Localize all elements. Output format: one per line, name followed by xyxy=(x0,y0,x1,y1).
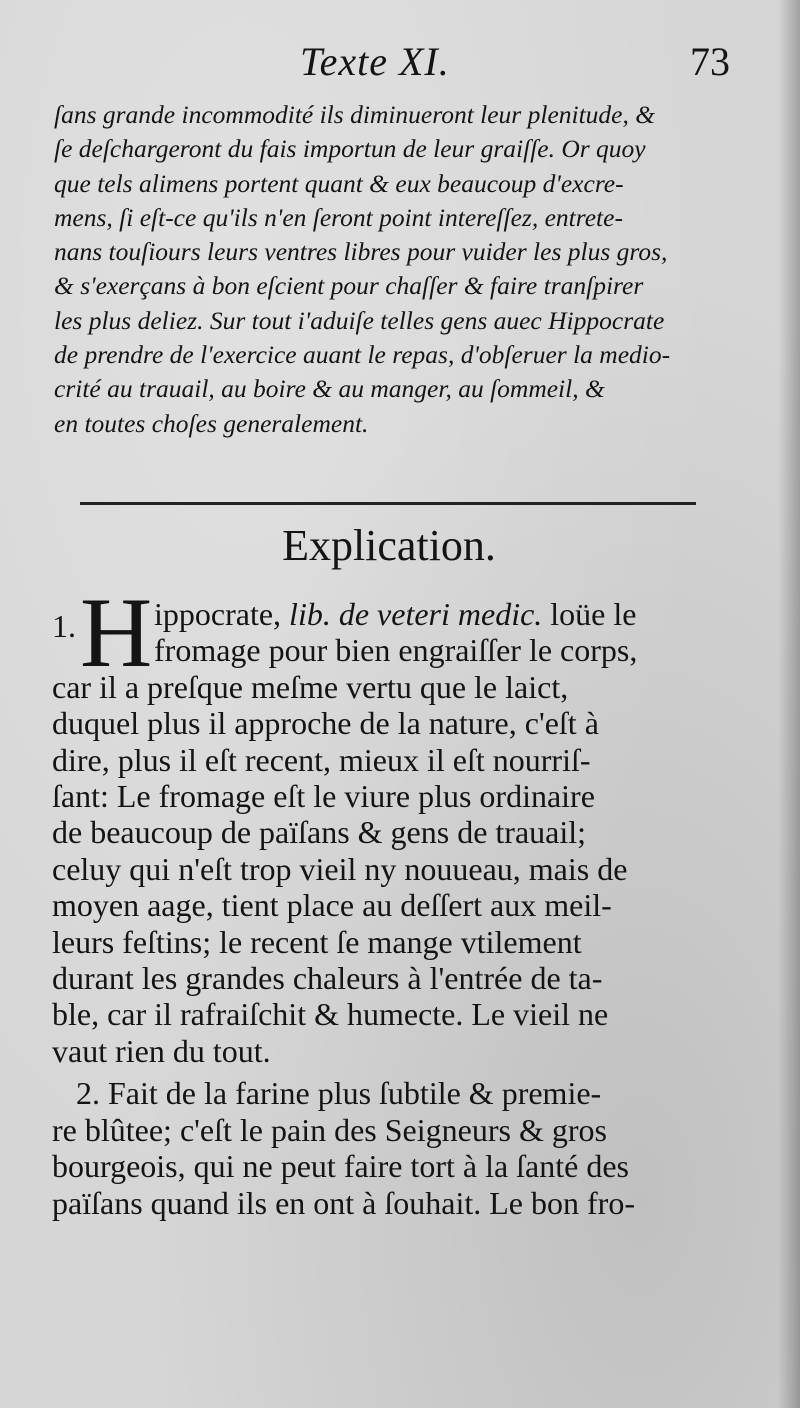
text-line: dire, plus il eſt recent, mieux il eſt nourriſ- xyxy=(52,741,591,778)
text-line: les plus deliez. Sur tout i'aduiſe telles gens auec Hippocrate xyxy=(54,305,665,335)
paragraph-number: 1. xyxy=(52,608,76,644)
page-header xyxy=(0,38,800,98)
text-line: mens, ſi eſt-ce qu'ils n'en ſeront point intereſſez, entrete- xyxy=(54,202,623,232)
text-line: ſans grande incommodité ils diminueront leur plenitude, & xyxy=(54,100,656,129)
page-number: 73 xyxy=(690,39,730,84)
text-line: celuy qui n'eſt trop vieil ny nouueau, mais de xyxy=(52,850,628,887)
text-line: fromage pour bien engraiſſer le corps, xyxy=(154,632,638,669)
text-line: de prendre de l'exercice auant le repas, d'obſeruer la medio- xyxy=(54,340,671,370)
text-line: crité au trauail, au boire & au manger, au ſommeil, & xyxy=(54,374,605,404)
text-line: car il a preſque meſme vertu que le laict, xyxy=(52,668,569,705)
text-line: nans touſiours leurs ventres libres pour vuider les plus gros, xyxy=(54,237,668,267)
text-run: ippocrate, xyxy=(154,596,290,632)
text-line: & s'exerçans à bon eſcient pour chaſſer & faire tranſpirer xyxy=(54,271,644,301)
text-line: païſans quand ils en ont à ſouhait. Le bon fro- xyxy=(52,1184,635,1221)
section-title: Explication. xyxy=(282,521,496,570)
text-line: ſe deſchargeront du fais importun de leur graiſſe. Or quoy xyxy=(54,134,646,164)
text-line: en toutes choſes generalement. xyxy=(54,408,369,438)
section-divider xyxy=(80,502,696,505)
text-line: ſant: Le fromage eſt le viure plus ordinaire xyxy=(52,778,595,815)
text-line: duquel plus il approche de la nature, c'eſt à xyxy=(52,705,599,742)
text-line: bourgeois, qui ne peut faire tort à la ſanté des xyxy=(52,1148,629,1185)
text-line: que tels alimens portent quant & eux beaucoup d'excre- xyxy=(54,168,624,198)
text-line: moyen aage, tient place au deſſert aux meil- xyxy=(52,887,612,924)
text-run: loüe le xyxy=(542,596,637,632)
page-edge-shadow xyxy=(778,0,800,1408)
explication-body xyxy=(52,577,732,1221)
running-head: Texte XI. xyxy=(300,39,450,84)
text-line xyxy=(52,596,732,632)
text-line: leurs feſtins; le recent ſe mange vtilement xyxy=(52,923,582,960)
italic-text-block xyxy=(54,98,744,441)
text-line: 2. Fait de la farine plus ſubtile & premie- xyxy=(76,1075,602,1112)
text-line: re blûtee; c'eſt le pain des Seigneurs & gros xyxy=(52,1111,607,1148)
text-line: durant les grandes chaleurs à l'entrée de ta- xyxy=(52,960,603,997)
drop-cap: H xyxy=(80,577,153,688)
citation: lib. de veteri medic. xyxy=(289,596,543,632)
text-line: ble, car il rafraiſchit & humecte. Le vieil ne xyxy=(52,996,609,1033)
text-line: vaut rien du tout. xyxy=(52,1032,271,1069)
paragraph-2 xyxy=(52,1075,732,1221)
paragraph-1 xyxy=(52,577,732,1069)
text-line: de beaucoup de païſans & gens de trauail; xyxy=(52,814,587,851)
